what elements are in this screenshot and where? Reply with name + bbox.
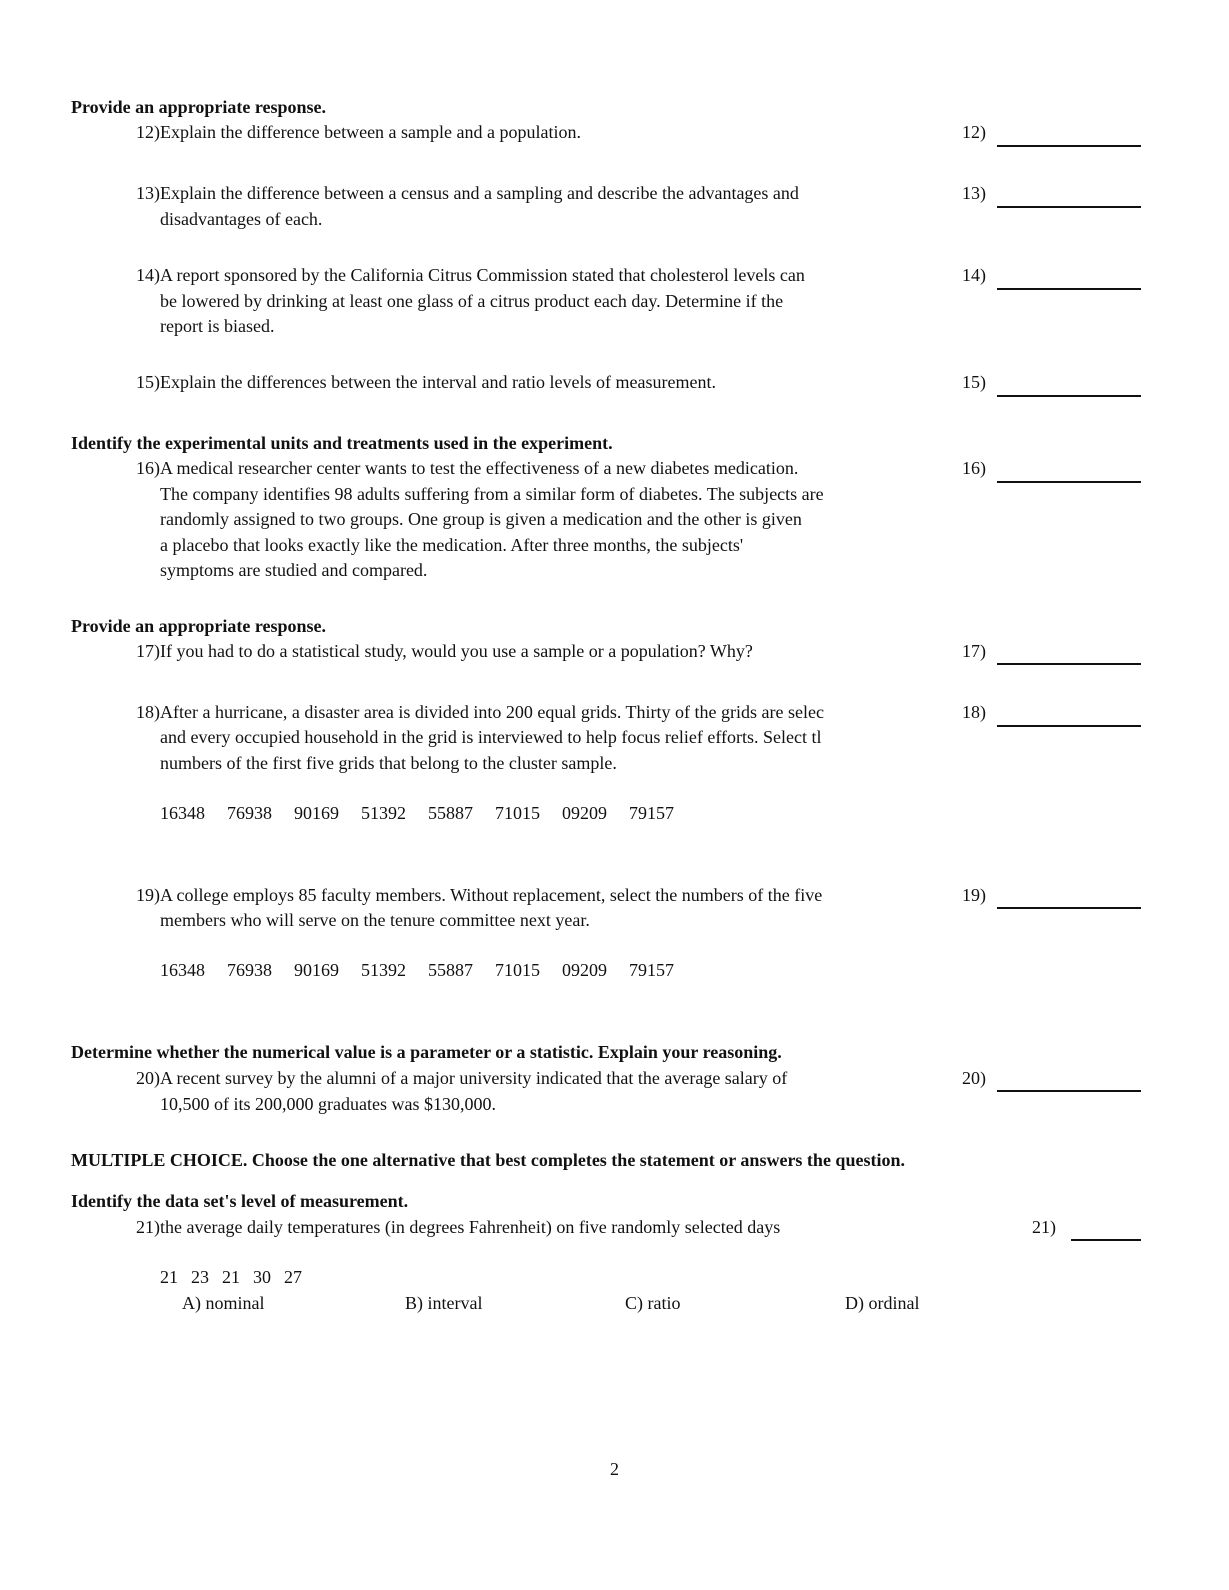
answer-blank[interactable]	[997, 395, 1141, 397]
data-values-row	[160, 1265, 315, 1291]
random-number: 51392	[361, 803, 406, 823]
question-number: 17)	[136, 641, 160, 661]
question-line: members who will serve on the tenure committee next year.	[160, 910, 590, 930]
data-value: 23	[191, 1267, 209, 1287]
answer-label: 13)	[962, 183, 986, 203]
question-text: the average daily temperatures (in degrees Fahrenheit) on five randomly selected days	[160, 1217, 781, 1237]
answer-blank[interactable]	[997, 725, 1141, 727]
multiple-choice-heading: MULTIPLE CHOICE. Choose the one alternative that best completes the statement or answers the question.	[71, 1150, 905, 1170]
question-text: Explain the difference between a sample and a population.	[160, 122, 582, 142]
section-heading: Provide an appropriate response.	[71, 616, 327, 636]
random-number: 55887	[428, 803, 473, 823]
answer-label: 15)	[962, 372, 986, 392]
question-number: 16)	[136, 458, 160, 478]
question-text: Explain the differences between the interval and ratio levels of measurement.	[160, 372, 716, 392]
question-number: 12)	[136, 122, 160, 142]
data-value: 21	[160, 1267, 178, 1287]
choice-c[interactable]: C) ratio	[625, 1293, 681, 1313]
section-heading: Provide an appropriate response.	[71, 97, 327, 117]
section-heading: Determine whether the numerical value is a parameter or a statistic. Explain your reasoning.	[71, 1042, 782, 1062]
question-number: 13)	[136, 183, 160, 203]
answer-label: 12)	[962, 122, 986, 142]
random-number: 09209	[562, 960, 607, 980]
answer-label: 14)	[962, 265, 986, 285]
random-number: 55887	[428, 960, 473, 980]
answer-blank[interactable]	[997, 1090, 1141, 1092]
question-text: A report sponsored by the California Citrus Commission stated that cholesterol levels can be lowered by drinking at least one glass of a citrus product each day. Determine if the report is biased.	[160, 265, 805, 336]
answer-label: 17)	[962, 641, 986, 661]
random-number: 51392	[361, 960, 406, 980]
answer-label: 20)	[962, 1068, 986, 1088]
answer-blank[interactable]	[997, 288, 1141, 290]
question-line: numbers of the first five grids that belong to the cluster sample.	[160, 753, 617, 773]
random-number: 90169	[294, 803, 339, 823]
random-number: 76938	[227, 803, 272, 823]
question-text: If you had to do a statistical study, would you use a sample or a population? Why?	[160, 641, 753, 661]
choice-a[interactable]: A) nominal	[182, 1293, 265, 1313]
answer-blank[interactable]	[997, 907, 1141, 909]
question-line: After a hurricane, a disaster area is divided into 200 equal grids. Thirty of the grids are selec	[160, 702, 824, 722]
section-heading: Identify the data set's level of measurement.	[71, 1191, 409, 1211]
answer-blank[interactable]	[997, 663, 1141, 665]
random-number: 79157	[629, 960, 674, 980]
random-number: 16348	[160, 960, 205, 980]
answer-label: 21)	[1032, 1217, 1056, 1237]
random-number: 90169	[294, 960, 339, 980]
question-text: A medical researcher center wants to test the effectiveness of a new diabetes medication. The company identifies 98 adults suffering from a similar form of diabetes. The subjects are randomly assigned to two groups. One group is given a medication and the other is given a placebo that looks exactly like the medication. After three months, the subjects' symptoms are studied and compared.	[160, 458, 824, 580]
question-text: A recent survey by the alumni of a major university indicated that the average salary of 10,500 of its 200,000 graduates was $130,000.	[160, 1068, 788, 1114]
answer-blank[interactable]	[1071, 1239, 1141, 1241]
choice-b[interactable]: B) interval	[405, 1293, 483, 1313]
data-value: 27	[284, 1267, 302, 1287]
question-text: Explain the difference between a census and a sampling and describe the advantages and disadvantages of each.	[160, 183, 799, 229]
random-number: 71015	[495, 803, 540, 823]
random-number: 71015	[495, 960, 540, 980]
answer-label: 16)	[962, 458, 986, 478]
random-number-row	[160, 958, 696, 984]
random-number: 16348	[160, 803, 205, 823]
question-number: 18)	[136, 702, 160, 722]
random-number: 79157	[629, 803, 674, 823]
question-number: 19)	[136, 885, 160, 905]
choice-d[interactable]: D) ordinal	[845, 1293, 920, 1313]
question-line: and every occupied household in the grid is interviewed to help focus relief efforts. Select tl	[160, 727, 822, 747]
answer-blank[interactable]	[997, 145, 1141, 147]
section-heading: Identify the experimental units and treatments used in the experiment.	[71, 433, 613, 453]
question-number: 20)	[136, 1068, 160, 1088]
answer-blank[interactable]	[997, 481, 1141, 483]
answer-label: 18)	[962, 702, 986, 722]
answer-label: 19)	[962, 885, 986, 905]
random-number-row	[160, 801, 696, 827]
answer-blank[interactable]	[997, 206, 1141, 208]
question-number: 14)	[136, 265, 160, 285]
random-number: 76938	[227, 960, 272, 980]
data-value: 21	[222, 1267, 240, 1287]
random-number: 09209	[562, 803, 607, 823]
question-line: A college employs 85 faculty members. Without replacement, select the numbers of the five	[160, 885, 823, 905]
question-number: 15)	[136, 372, 160, 392]
page-number: 2	[610, 1459, 619, 1479]
data-value: 30	[253, 1267, 271, 1287]
question-number: 21)	[136, 1217, 160, 1237]
